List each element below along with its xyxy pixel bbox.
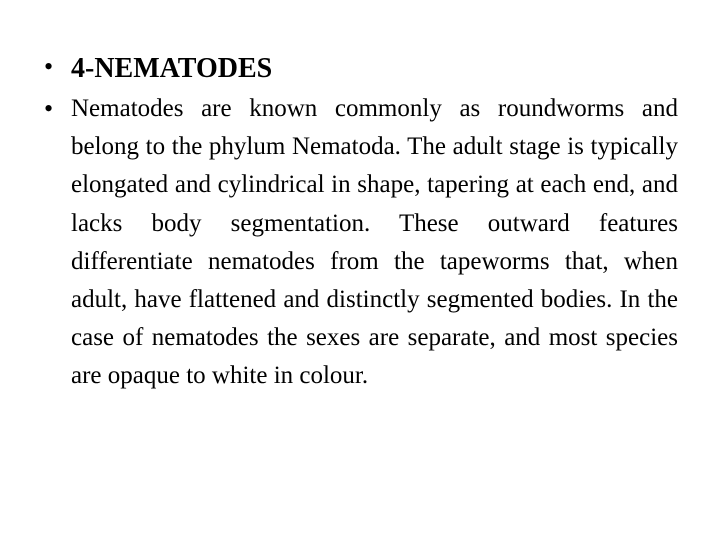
slide-heading: 4-NEMATODES <box>71 53 273 84</box>
body-paragraph: Nematodes are known commonly as roundworms and belong to the phylum Nematoda. The adult stage is typically elongated and cylindrical in shape, tapering at each end, and lacks body segmentation. These outward features differentiate nematodes from the tapeworms that, when adult, have flattened and distinctly segmented bodies. In the case of nematodes the sexes are separate, and most species are opaque to white in colour. <box>71 95 678 390</box>
paragraph-bullet-item <box>44 90 678 396</box>
bullet-dot-icon: • <box>44 52 54 81</box>
bullet-list <box>44 48 678 396</box>
bullet-dot-icon: • <box>44 94 54 123</box>
heading-bullet-item <box>44 48 678 90</box>
